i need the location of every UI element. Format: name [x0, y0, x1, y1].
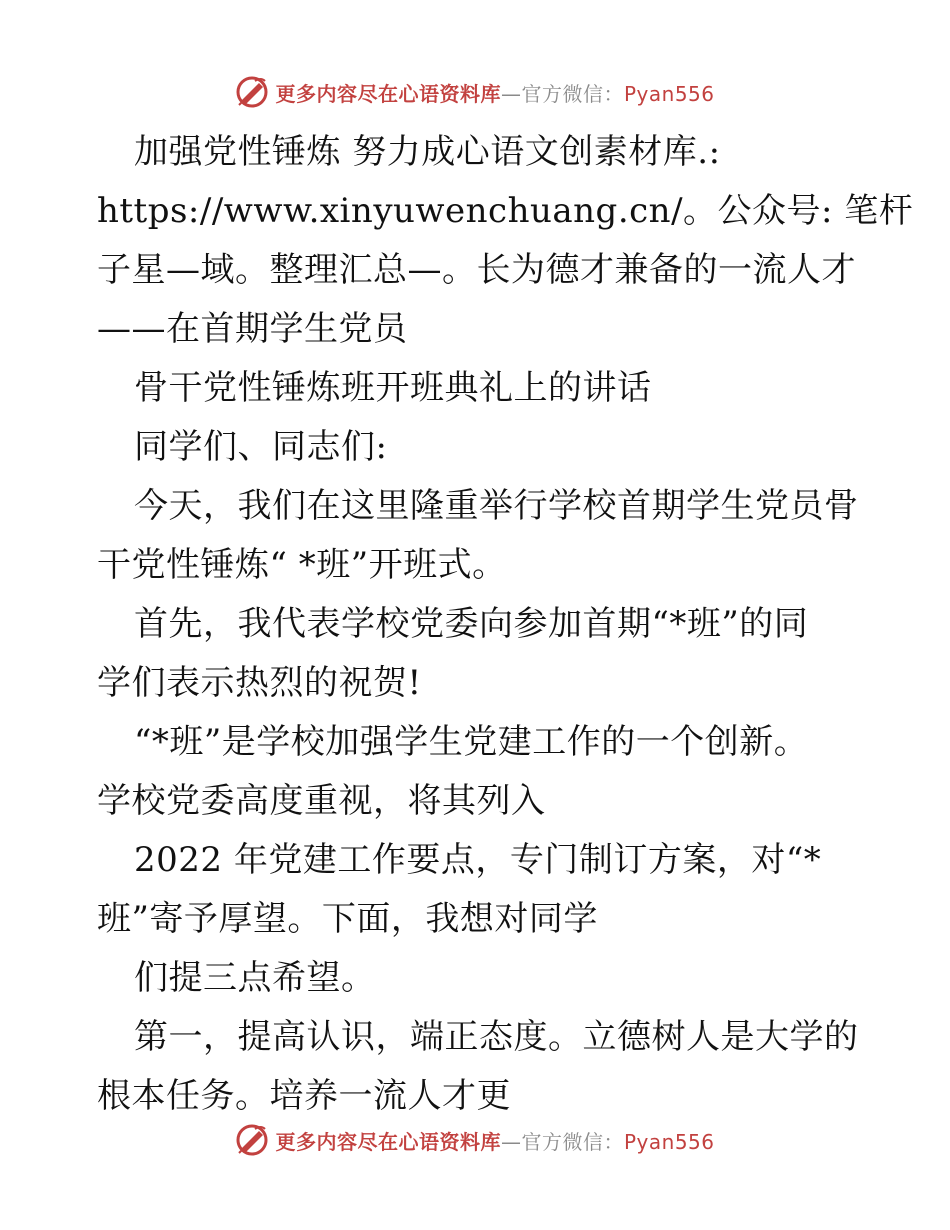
text-line: 今天，我们在这里隆重举行学校首期学生党员骨 — [134, 486, 859, 526]
header-watermark — [0, 72, 950, 112]
text-line: 们提三点希望。 — [134, 958, 376, 998]
text-line: 子星—域。整理汇总—。长为德才兼备的一流人才 — [97, 250, 856, 290]
document-body — [97, 123, 914, 1126]
speech-title: 骨干党性锤炼班开班典礼上的讲话 — [134, 368, 652, 408]
text-line: https://www.xinyuwenchuang.cn/。公众号: 笔杆 — [97, 191, 914, 231]
quill-pen-seal-icon — [235, 1123, 269, 1157]
salutation: 同学们、同志们: — [134, 427, 388, 467]
text-line: 学校党委高度重视，将其列入 — [97, 781, 546, 821]
text-line: 首先，我代表学校党委向参加首期“*班”的同 — [134, 604, 809, 644]
footer-watermark — [0, 1120, 950, 1160]
text-line: “*班”是学校加强学生党建工作的一个创新。 — [134, 722, 809, 762]
text-line: 加强党性锤炼 努力成心语文创素材库.: — [134, 132, 721, 172]
text-line: 根本任务。培养一流人才更 — [97, 1076, 511, 1116]
text-line: 第一，提高认识，端正态度。立德树人是大学的 — [134, 1017, 859, 1057]
text-line: 班”寄予厚望。下面，我想对同学 — [97, 899, 598, 939]
text-line: 2022 年党建工作要点，专门制订方案，对“* — [134, 840, 822, 880]
quill-pen-seal-icon — [235, 75, 269, 109]
watermark-text: 更多内容尽在心语资料库—官方微信：Pyan556 — [275, 81, 715, 106]
text-line: ——在首期学生党员 — [97, 309, 408, 349]
text-line: 干党性锤炼“ *班”开班式。 — [97, 545, 507, 585]
text-line: 学们表示热烈的祝贺! — [97, 663, 422, 703]
watermark-text: 更多内容尽在心语资料库—官方微信：Pyan556 — [275, 1129, 715, 1154]
